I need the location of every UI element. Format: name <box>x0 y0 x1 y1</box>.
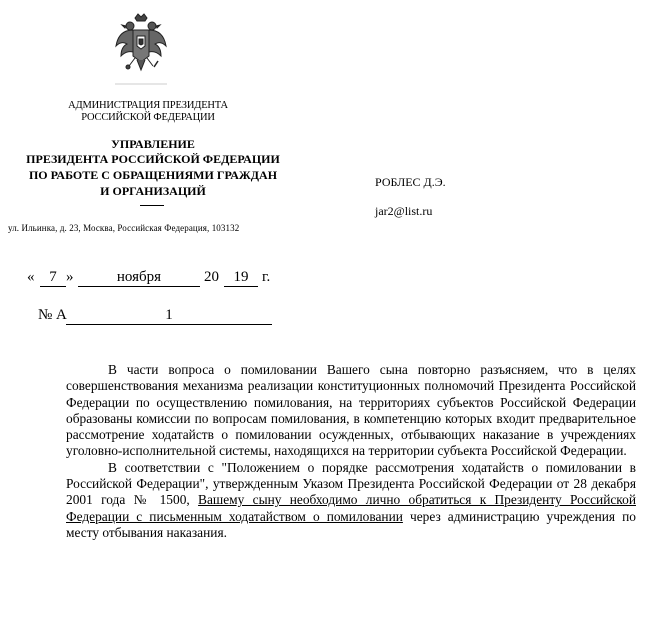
date-year-mark: г. <box>262 269 271 285</box>
recipient-email: jar2@list.ru <box>375 204 433 218</box>
date-close-quote: » <box>66 269 74 285</box>
header-divider <box>140 205 164 206</box>
date-day: 7 <box>40 268 66 287</box>
administration-line-1: АДМИНИСТРАЦИЯ ПРЕЗИДЕНТА <box>68 100 228 111</box>
department-line-1: УПРАВЛЕНИЕ <box>111 137 195 151</box>
administration-line-2: РОССИЙСКОЙ ФЕДЕРАЦИИ <box>81 112 215 123</box>
sender-address: ул. Ильинка, д. 23, Москва, Российская Федерация, 103132 <box>8 223 240 233</box>
paragraph-pardon-commissions: В части вопроса о помиловании Вашего сына повторно разъясняем, что в целях совершенствования механизма реализации конституционных полномочий Президента Российской Федерации по осуществлению помилования, на территориях субъектов Российской Федерации образованы комиссии по вопросам помилования, в компетенцию которых входит предварительное рассмотрение ходатайств о помиловании осужденных, отбывающих наказание в учреждениях уголовно-исполнительной системы, находящихся на территории субъекта Российской Федерации. <box>66 362 636 459</box>
document-number: 1 <box>66 306 272 325</box>
paragraph-pardon-procedure <box>66 460 636 541</box>
double-headed-eagle-icon <box>113 12 169 86</box>
date-open-quote: « <box>27 269 35 285</box>
paragraph-2-underlined: Вашему сыну необходимо лично обратиться к Президенту Российской Федерации с письменным ходатайством о помиловании <box>66 492 636 524</box>
date-year-suffix: 19 <box>224 268 258 287</box>
state-emblem <box>113 12 169 86</box>
paragraph-2-end: через администрацию учреждения по месту отбывания наказания. <box>66 508 636 540</box>
number-prefix: № А <box>38 307 67 323</box>
date-month: ноября <box>78 268 200 287</box>
recipient-name: РОБЛЕС Д.Э. <box>375 175 446 189</box>
paragraph-2-start: В соответствии с "Положением о порядке рассмотрения ходатайств о помиловании в Российской Федерации", утвержденным Указом Президента Российской Федерации от 28 декабря 2001 года № 1500, <box>66 459 636 508</box>
department-line-3: ПО РАБОТЕ С ОБРАЩЕНИЯМИ ГРАЖДАН <box>28 168 278 182</box>
date-year-prefix: 20 <box>204 269 219 285</box>
letter-body <box>66 362 636 541</box>
department-line-2: ПРЕЗИДЕНТА РОССИЙСКОЙ ФЕДЕРАЦИИ <box>26 152 280 166</box>
department-line-4: И ОРГАНИЗАЦИЙ <box>100 184 206 198</box>
